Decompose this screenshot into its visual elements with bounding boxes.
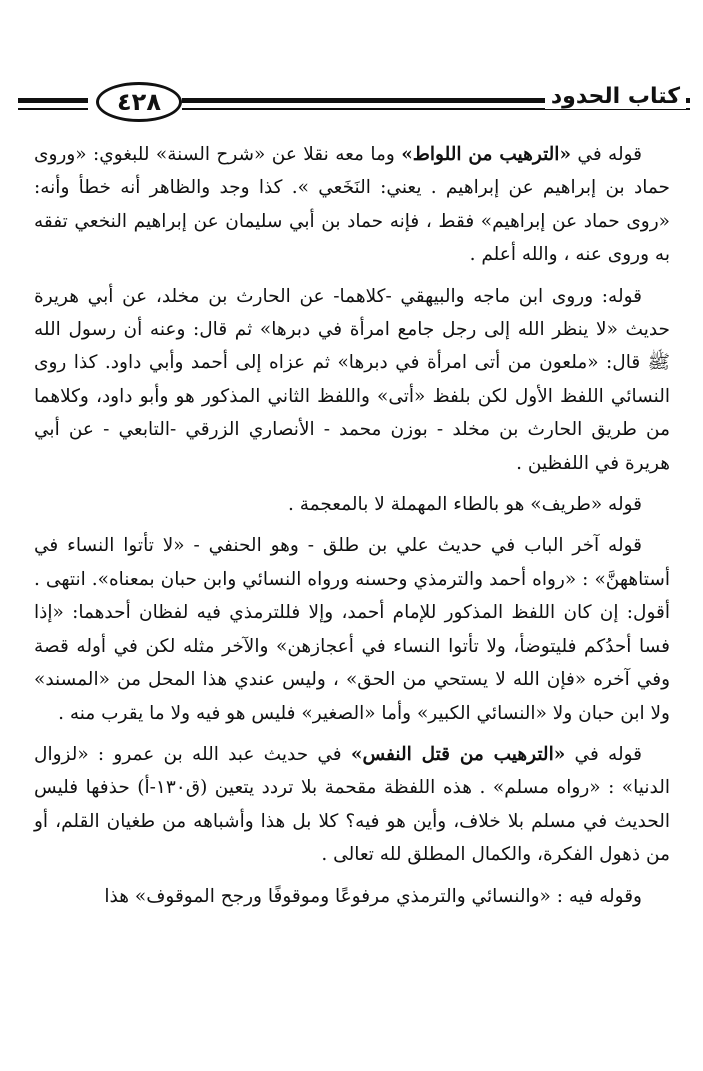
paragraph (34, 738, 670, 872)
paragraph (34, 280, 670, 480)
page-header (18, 80, 690, 128)
bold-heading-text: «الترهيب من اللواط» (401, 144, 572, 165)
header-rule-left-thin (18, 108, 88, 110)
page-number: ٤٢٨ (96, 82, 182, 122)
paragraph-text: قوله آخر الباب في حديث علي بن طلق - وهو الحنفي - «لا تأتوا النساء في أستاههنَّ» : «رواه أحمد والترمذي وحسنه ورواه النسائي وابن حبان بمعناه». انتهى . أقول: إن كان اللفظ المذكور للإمام أحمد، وإلا فللترمذي فيه لفظان أحدهما: «إذا فسا أحدُكم فليتوضأ، ولا تأتوا النساء في أعجازهن» والآخر مثله لكن في أوله قصة وفي آخره «فإن الله لا يستحي من الحق» ، وليس عندي هذا المحل من «المسند» ولا ابن حبان ولا «النسائي الكبير» وأما «الصغير» فليس هو فيه ولا ما يقرب منه . (34, 535, 670, 724)
paragraph-text: وما معه نقلا عن «شرح السنة» للبغوي: «وروى حماد بن إبراهيم عن إبراهيم . يعني: النَخَعي ». كذا وجد والظاهر أنه خطأ وأنه: «روى حماد عن إبراهيم» فقط ، فإنه حماد بن أبي سليمان عن إبراهيم النخعي تفقه به وروى عنه ، والله أعلم . (34, 144, 670, 266)
paragraph (34, 880, 670, 913)
paragraph-text: قوله «طريف» هو بالطاء المهملة لا بالمعجمة . (287, 494, 642, 516)
paragraph-text: في حديث عبد الله بن عمرو : «لزوال الدنيا» : «رواه مسلم» . هذه اللفظة مقحمة بلا تردد يتعين (ق١٣٠-أ) حذفها فليس الحديث في مسلم بلا خلاف، وأين هو فيه؟ كلا بل هذا وأشباهه من طغيان القلم، أو من ذهول الفكرة، والكمال المطلق لله تعالى . (34, 743, 670, 866)
body-text (34, 138, 670, 917)
paragraph (34, 529, 670, 729)
paragraph (34, 138, 670, 272)
paragraph (34, 488, 670, 521)
paragraph-text: وقوله فيه : «والنسائي والترمذي مرفوعًا وموقوفًا ورجح الموقوف» هذا (104, 885, 642, 907)
header-rule-left-thick (18, 98, 88, 103)
bold-heading-text: «الترهيب من قتل النفس» (350, 743, 566, 765)
paragraph-text: قوله في (565, 743, 643, 765)
chapter-title: كتاب الحدود (545, 84, 686, 109)
paragraph-text: قوله: وروى ابن ماجه والبيهقي -كلاهما- عن الحارث بن مخلد، عن أبي هريرة حديث «لا ينظر الله إلى رجل جامع امرأة في دبرها» ثم قال: وعنه أن رسول الله ﷺ قال: «ملعون من أتى امرأة في دبرها» ثم عزاه إلى أحمد وأبي داود. كذا روى النسائي اللفظ الأول لكن بلفظ «أتى» واللفظ الثاني المذكور هو وأبو داود، وكلاهما من طريق الحارث بن مخلد - بوزن محمد - الأنصاري الزرقي -التابعي - عن أبي هريرة في اللفظين . (34, 285, 670, 474)
paragraph-text: قوله في (571, 144, 643, 165)
